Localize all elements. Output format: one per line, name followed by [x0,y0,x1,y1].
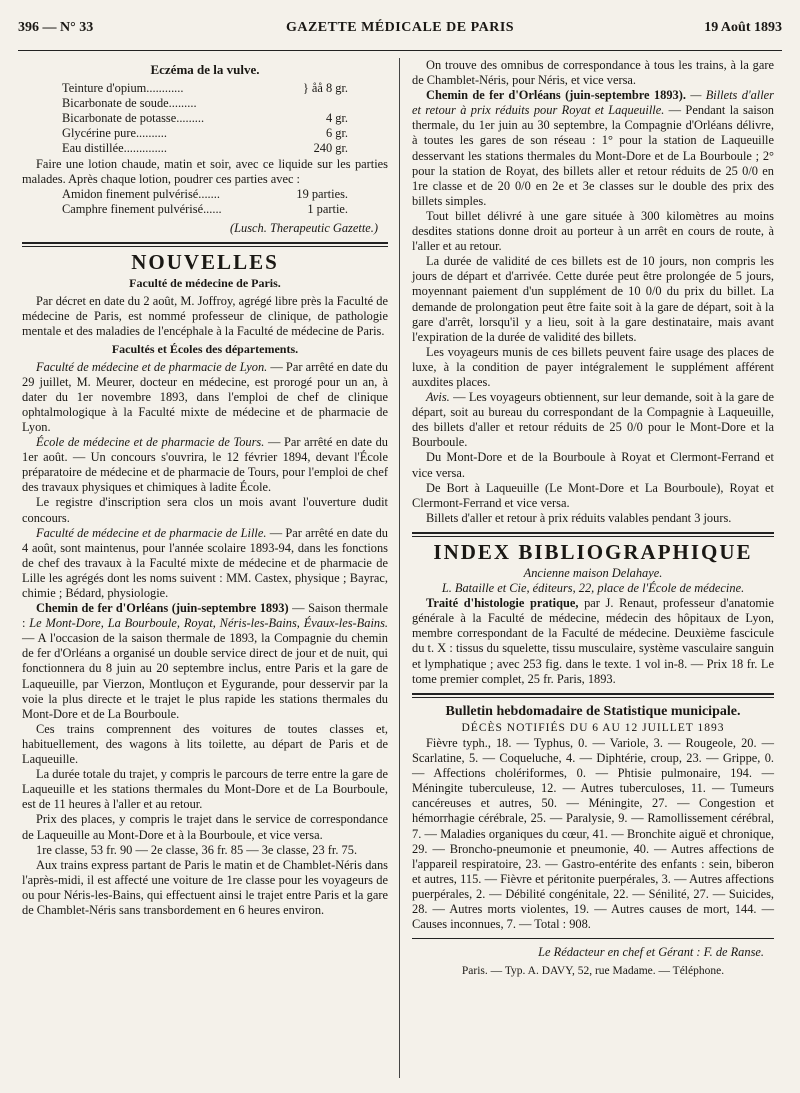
source-citation: (Lusch. Therapeutic Gazette.) [230,220,378,235]
paragraph: Ces trains comprennent des voitures de toutes classes et, habituellement, des wagons à lits toilette, au départ de Paris et de Laqueuille. [22,721,388,767]
recipe-line: Amidon finement pulvérisé....... 19 parties. [62,186,348,201]
column-divider [399,58,400,1078]
paragraph: Aux trains express partant de Paris le matin et de Chamblet-Néris dans l'après-midi, il est affecté une voiture de 1re classe pour les voyageurs de ou pour Néris-les-Bains, qui effectuent ainsi le trajet entre Paris et la gare de Chamblet-Néris sans transbordement en 6 heures environ. [22,857,388,917]
paragraph: De Bort à Laqueuille (Le Mont-Dore et La Bourboule), Royat et Clermont-Ferrand et vice versa. [412,480,774,510]
section-rule [412,536,774,537]
section-rule [412,532,774,534]
paragraph: Du Mont-Dore et de la Bourboule à Royat et Clermont-Ferrand et vice versa. [412,450,774,480]
bulletin-heading: Bulletin hebdomadaire de Statistique municipale. [445,703,741,719]
index-heading: INDEX BIBLIOGRAPHIQUE [433,539,753,564]
paragraph: Faire une lotion chaude, matin et soir, avec ce liquide sur les parties malades. Après chaque lotion, poudrer ces parties avec : [22,156,388,186]
paragraph: La durée totale du trajet, y compris le parcours de terre entre la gare de Laqueuille et les stations thermales du Mont-Dore et de La Bourboule, est de 11 heures à l'aller et au retour. [22,767,388,812]
paragraph: 1re classe, 53 fr. 90 — 2e classe, 36 fr. 85 — 3e classe, 23 fr. 75. [36,842,358,857]
recipe-line: Camphre finement pulvérisé...... 1 partie. [62,201,348,216]
subheading: Faculté de médecine de Paris. [129,276,281,291]
paragraph: Prix des places, y compris le trajet dans le service de correspondance de Laqueuille au Mont-Dore et à la Bourboule, et vice versa. [22,812,388,842]
paragraph: Par décret en date du 2 août, M. Joffroy, agrégé libre près la Faculté de médecine de Paris, est nommé professeur de clinique, de pathologie mentale et des maladies de l'encéphale à la Faculté de médecine de Paris. [22,294,388,339]
paragraph: Le registre d'inscription sera clos un mois avant l'ouverture dudit concours. [22,495,388,525]
section-rule [412,938,774,939]
page-number: 396 — N° 33 [18,20,94,35]
recipe-line: Glycérine pure.......... 6 gr. [62,126,348,141]
subheading: Facultés et Écoles des départements. [111,341,299,356]
paragraph: École de médecine et de pharmacie de Tours. — Par arrêté en date du 1er août. — Un concours s'ouvrira, le 12 février 1894, devant l'École préparatoire de médecine et de pharmacie de Tours, pour l'emploi de chef des travaux physiques et chimiques à ladite École. [22,435,388,495]
recipe-list-1 [22,81,388,156]
paragraph: Avis. — Les voyageurs obtiennent, sur leur demande, soit à la gare de départ, soit au bureau du correspondant de la Compagnie à Laqueuille, des billets d'aller et retour réduits de 25 0/0 pour le Mont-Dore et la Bourboule. [412,390,774,450]
printer-line: Paris. — Typ. A. DAVY, 52, rue Madame. — Téléphone. [461,965,725,978]
paragraph: Les voyageurs munis de ces billets peuvent faire usage des places de luxe, à la condition de payer intégralement le supplément afférent auxdites places. [412,344,774,389]
paragraph: Billets d'aller et retour à prix réduits valables pendant 3 jours. [426,510,732,525]
eczema-title: Eczéma de la vulve. [150,62,260,77]
paragraph: Fièvre typh., 18. — Typhus, 0. — Variole, 3. — Rougeole, 20. — Scarlatine, 5. — Coqueluche, 4. — Diphtérie, croup, 23. — Grippe, 0. — Affections cholériformes, 0. — Phtisie pulmonaire, 194. — Méningite tuberculeuse, 12. — Autres tuberculoses, 11. — Tumeurs cancéreuses et autres, 50. — Méningite, 27. — Congestion et hémorrhagie cérébrale, 25. — Paralysie, 9. — Ramollissement cérébral, 7. — Maladies organiques du cœur, 41. — Bronchite aiguë et chronique, 29. — Broncho-pneumonie et pneumonie, 40. — Autres affections de l'appareil respiratoire, 23. — Gastro-entérite des enfants : sein, biberon et autres, 115. — Fièvre et péritonite puerpérales, 3. — Autres affections puerpérales, 2. — Débilité congénitale, 22. — Sénilité, 27. — Suicides, 28. — Autres morts violentes, 19. — Autres causes de mort, 144. — Causes inconnues, 7. — Total : 908. [412,735,774,932]
paragraph: Faculté de médecine et de pharmacie de Lyon. — Par arrêté en date du 29 juillet, M. Meurer, docteur en médecine, est prorogé pour un an, à dater du 1er novembre 1893, dans l'emploi de chef de clinique ophtalmologique à la Faculté mixte de médecine et de pharmacie de Lyon. [22,359,388,434]
recipe-line: Eau distillée.............. 240 gr. [62,141,348,156]
recipe-list-2 [22,187,388,217]
page-header [18,16,782,44]
paragraph: Chemin de fer d'Orléans (juin-septembre 1893). — Billets d'aller et retour à prix réduits pour Royat et Laqueuille. — Pendant la saison thermale, du 1er juin au 30 septembre, la Compagnie d'Orléans délivre, à toutes les gares de son réseau : 1° pour la station de Laqueuille desservant les stations thermales du Mont-Dore et de La Bourboule ; 2° pour la station de Royat, des billets aller et retour réduits de 25 0/0 en 1re classe et de 20 0/0 en 2e et 3e classes sur le double des prix des billets simples. [412,88,774,208]
section-rule [412,697,774,698]
issue-date: 19 Août 1893 [704,20,782,35]
paragraph: Faculté de médecine et de pharmacie de Lille. — Par arrêté en date du 4 août, sont maintenus, pour l'année scolaire 1893-94, dans les fonctions de chef des travaux à la Faculté mixte de médecine et de pharmacie de Lille les agrégés dont les noms suivent : MM. Castex, physique ; Bayrac, chimie ; Bédard, physiologie. [22,525,388,600]
recipe-line: Bicarbonate de potasse......... 4 gr. [62,111,348,126]
section-rule [412,693,774,695]
journal-title: GAZETTE MÉDICALE DE PARIS [285,20,515,35]
redacteur-line: Le Rédacteur en chef et Gérant : F. de Ranse. [538,945,764,960]
right-column [412,58,774,979]
deces-heading: DÉCÈS NOTIFIÉS DU 6 AU 12 JUILLET 1893 [461,721,725,734]
publisher-line: Ancienne maison Delahaye. [523,566,663,580]
paragraph: Tout billet délivré à une gare située à 300 kilomètres au moins desdites stations donne droit au porteur à un arrêt en cours de route, à l'aller et au retour. [412,208,774,254]
paragraph: Traité d'histologie pratique, par J. Renaut, professeur d'anatomie générale à la Faculté de médecine, médecin des hôpitaux de Lyon, membre correspondant de la Faculté de médecine. Deuxième fascicule du t. X : tissus du squelette, tissu musculaire, système vasculaire sanguin et lymphatique ; avec 253 fig. dans le texte. 1 vol in-8. — Prix 18 fr. Le tome premier complet, 25 fr. Paris, 1893. [412,596,774,686]
paragraph: La durée de validité de ces billets est de 10 jours, non compris les jours de départ et d'arrivée. Cette durée peut être prolongée de 5 jours, moyennant paiement d'un supplément de 10 0/0 du prix du billet. La demande de prolongation peut être faite soit à la gare de départ, soit à la gare d'arrêt, lorsqu'il y a lieu, soit à la gare destinataire, mais avant l'expiration de la durée de validité des billets. [412,254,774,344]
publisher-line: L. Bataille et Cie, éditeurs, 22, place de l'École de médecine. [441,581,745,596]
recipe-line: Bicarbonate de soude......... [62,96,197,111]
header-rule [18,50,782,51]
recipe-line: Teinture d'opium............ } åå 8 gr. [62,81,348,96]
nouvelles-heading: NOUVELLES [131,250,279,275]
section-rule [22,242,388,244]
paragraph: On trouve des omnibus de correspondance à tous les trains, à la gare de Chamblet-Néris, pour Néris, et vice versa. [412,58,774,88]
paragraph: Chemin de fer d'Orléans (juin-septembre 1893) — Saison thermale : Le Mont-Dore, La Bourboule, Royat, Néris-les-Bains, Évaux-les-Bains. — A l'occasion de la saison thermale de 1893, la Compagnie du chemin de fer d'Orléans a organisé un double service direct de jour et de nuit, qui fonctionnera du 8 juin au 20 septembre inclus, entre Paris et la gare de Laqueuille, par Vierzon, Montluçon et Eygurande, pour desservir par la voie la plus directe et le trajet le plus rapide les stations thermales du Mont-Dore et de La Bourboule. [22,601,389,721]
section-rule [22,246,388,247]
left-column [22,58,388,918]
